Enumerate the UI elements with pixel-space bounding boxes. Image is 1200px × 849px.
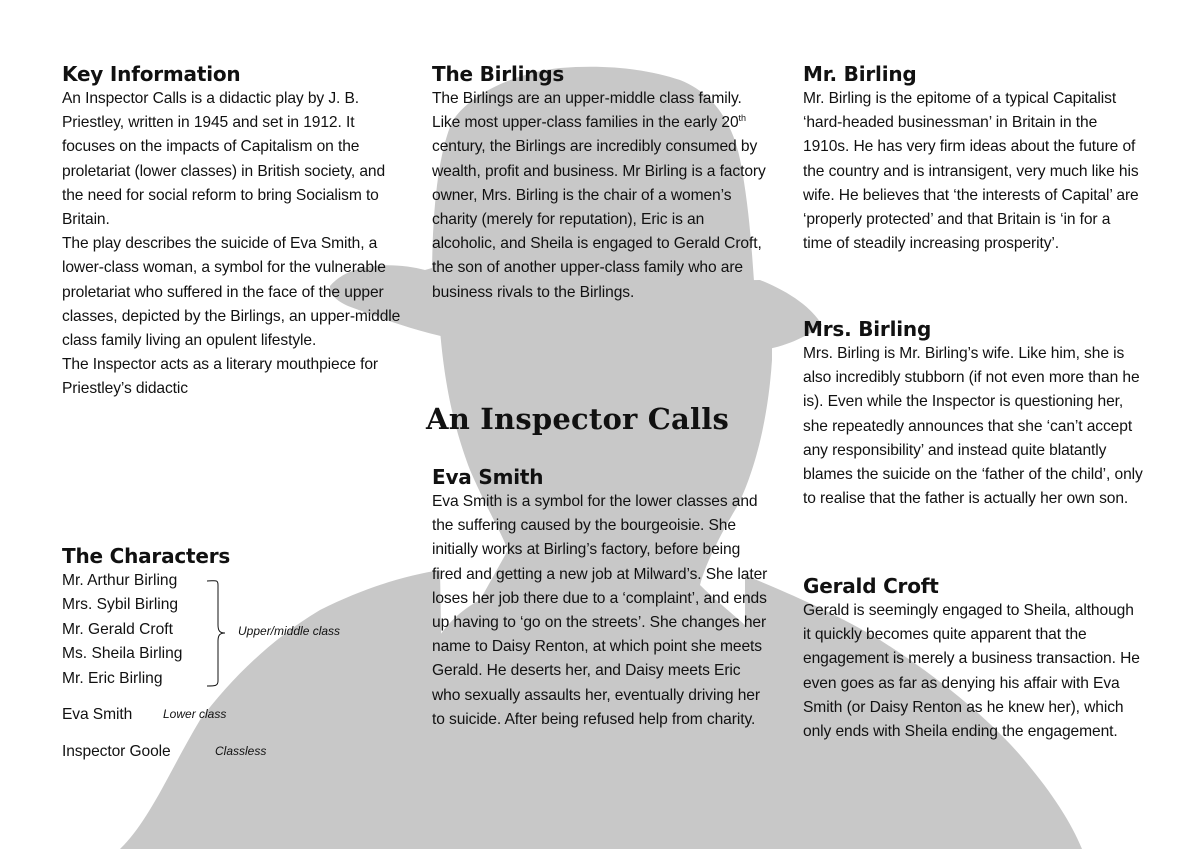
- key-information-section: [62, 61, 408, 402]
- characters-heading: The Characters: [62, 544, 231, 568]
- mr-birling-heading: Mr. Birling: [803, 62, 917, 86]
- main-title: An Inspector Calls: [426, 402, 729, 436]
- gerald-croft-heading: Gerald Croft: [803, 574, 939, 598]
- eva-smith-heading: Eva Smith: [432, 465, 544, 489]
- birlings-section: [432, 61, 772, 305]
- class-bracket: [207, 569, 237, 699]
- character-inspector-goole: Inspector Goole: [62, 743, 171, 760]
- character-eric-birling: Mr. Eric Birling: [62, 669, 163, 687]
- birlings-text-part2: century, the Birlings are incredibly consumed by wealth, profit and business. Mr Birling is a factory owner, Mrs. Birling is the chair of a women’s charity (merely for reputation), Eric is an alcoholic, and Sheila is engaged to Gerald Croft, the son of another upper-class family who are business rivals to the Birlings.: [432, 138, 766, 301]
- upper-middle-class-list: [62, 569, 182, 691]
- classless-label: Classless: [215, 744, 267, 758]
- mrs-birling-text: Mrs. Birling is Mr. Birling’s wife. Like him, she is also incredibly stubborn (if not even more than he is). Even while the Inspector is questioning her, she repeatedly announces that she ‘can’t accept any responsibility’ and instead quite blatantly blames the suicide on the ‘father of the child’, only to realise that the father is actually her own son.: [803, 345, 1143, 508]
- eva-smith-section: [432, 464, 772, 732]
- upper-middle-class-label: Upper/middle class: [238, 624, 341, 638]
- eva-smith-text: Eva Smith is a symbol for the lower classes and the suffering caused by the bourgeoisie. She initially works at Birling’s factory, before being fired and getting a new job at Milward’s. She later loses her job there due to a ‘complaint’, and ends up having to ‘go on the streets’. She changes her name to Daisy Renton, at which point she meets Gerald. He deserts her, and Daisy meets Eric who sexually assaults her, eventually driving her to suicide. After being refused help from charity.: [432, 493, 768, 728]
- mrs-birling-section: [803, 316, 1143, 511]
- mrs-birling-heading: Mrs. Birling: [803, 317, 932, 341]
- key-information-heading: Key Information: [62, 62, 241, 86]
- mr-birling-section: [803, 61, 1143, 256]
- character-arthur-birling: Mr. Arthur Birling: [62, 572, 178, 589]
- lower-class-label: Lower class: [163, 707, 227, 721]
- key-information-text: An Inspector Calls is a didactic play by J. B. Priestley, written in 1945 and set in 1912. It focuses on the impacts of Capitalism on the proletariat (lower classes) in British society, and the need for social reform to bring Socialism to Britain. The play describes the suicide of Eva Smith, a lower-class woman, a symbol for the vulnerable proletariat who suffered in the face of the upper classes, depicted by the Birlings, an upper-middle class family living an opulent lifestyle. The Inspector acts as a literary mouthpiece for Priestley’s didactic: [62, 90, 401, 398]
- character-sheila-birling: Ms. Sheila Birling: [62, 645, 183, 663]
- gerald-croft-text: Gerald is seemingly engaged to Sheila, although it quickly becomes quite apparent that the engagement is merely a business transaction. He even goes as far as denying his affair with Eva Smith (or Daisy Renton as he knew her), which only ends with Sheila ending the engagement.: [803, 602, 1140, 741]
- birlings-heading: The Birlings: [432, 62, 565, 86]
- character-sybil-birling: Mrs. Sybil Birling: [62, 596, 179, 614]
- character-eva-smith: Eva Smith: [62, 706, 133, 723]
- birlings-text: [432, 87, 772, 305]
- character-gerald-croft: Mr. Gerald Croft: [62, 620, 173, 638]
- characters-section: [62, 543, 408, 768]
- gerald-croft-section: [803, 573, 1143, 744]
- mr-birling-text: Mr. Birling is the epitome of a typical Capitalist ‘hard-headed businessman’ in Britain in the 1910s. He has very firm ideas about the future of the country and is intransigent, very much like his wife. He believes that ‘the interests of Capital’ are ‘properly protected’ and that Britain is ‘in for a time of steadily increasing prosperity’.: [803, 90, 1139, 253]
- birlings-text-part1: The Birlings are an upper-middle class family. Like most upper-class families in the early 20: [432, 90, 742, 132]
- birlings-text-superscript: th: [738, 113, 746, 124]
